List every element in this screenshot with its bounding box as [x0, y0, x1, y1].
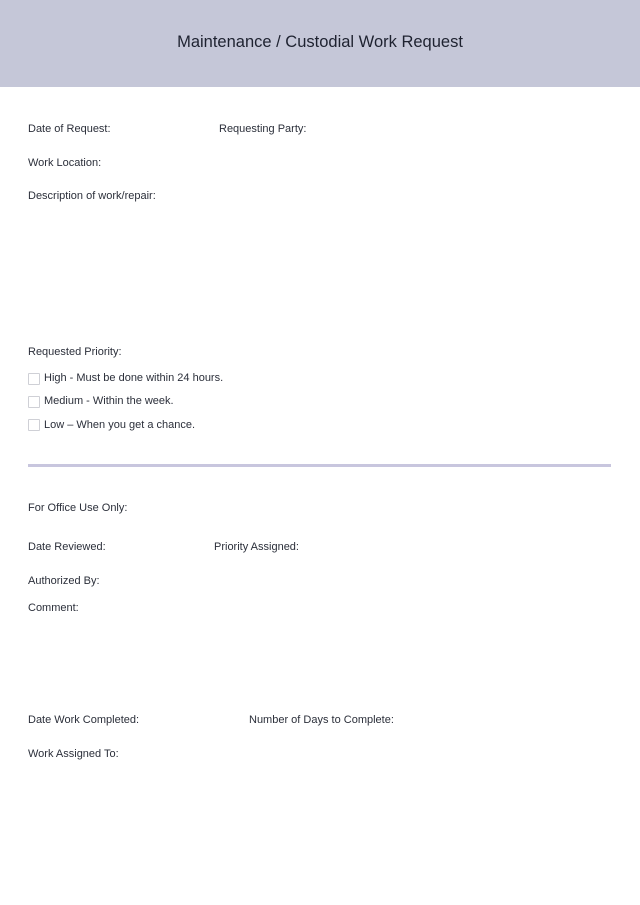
section-divider — [28, 464, 611, 467]
priority-high-checkbox[interactable] — [28, 373, 40, 385]
authorized-by-label: Authorized By: — [28, 575, 100, 587]
date-completed-label: Date Work Completed: — [28, 714, 140, 726]
days-to-complete-label: Number of Days to Complete: — [249, 714, 394, 726]
priority-medium-label: Medium - Within the week. — [44, 395, 174, 407]
priority-high-label: High - Must be done within 24 hours. — [44, 372, 224, 384]
requested-priority-label: Requested Priority: — [28, 346, 122, 358]
comment-label: Comment: — [28, 602, 79, 614]
date-reviewed-label: Date Reviewed: — [28, 541, 106, 553]
priority-medium-checkbox[interactable] — [28, 396, 40, 408]
priority-low-checkbox[interactable] — [28, 419, 40, 431]
date-of-request-label: Date of Request: — [28, 123, 111, 135]
page-title: Maintenance / Custodial Work Request — [177, 33, 463, 51]
header-banner — [0, 0, 640, 87]
work-location-label: Work Location: — [28, 157, 102, 169]
priority-low-label: Low – When you get a chance. — [44, 419, 196, 431]
requesting-party-label: Requesting Party: — [219, 123, 307, 135]
description-label: Description of work/repair: — [28, 190, 156, 202]
office-use-heading: For Office Use Only: — [28, 502, 128, 514]
priority-assigned-label: Priority Assigned: — [214, 541, 299, 553]
work-assigned-to-label: Work Assigned To: — [28, 748, 119, 760]
